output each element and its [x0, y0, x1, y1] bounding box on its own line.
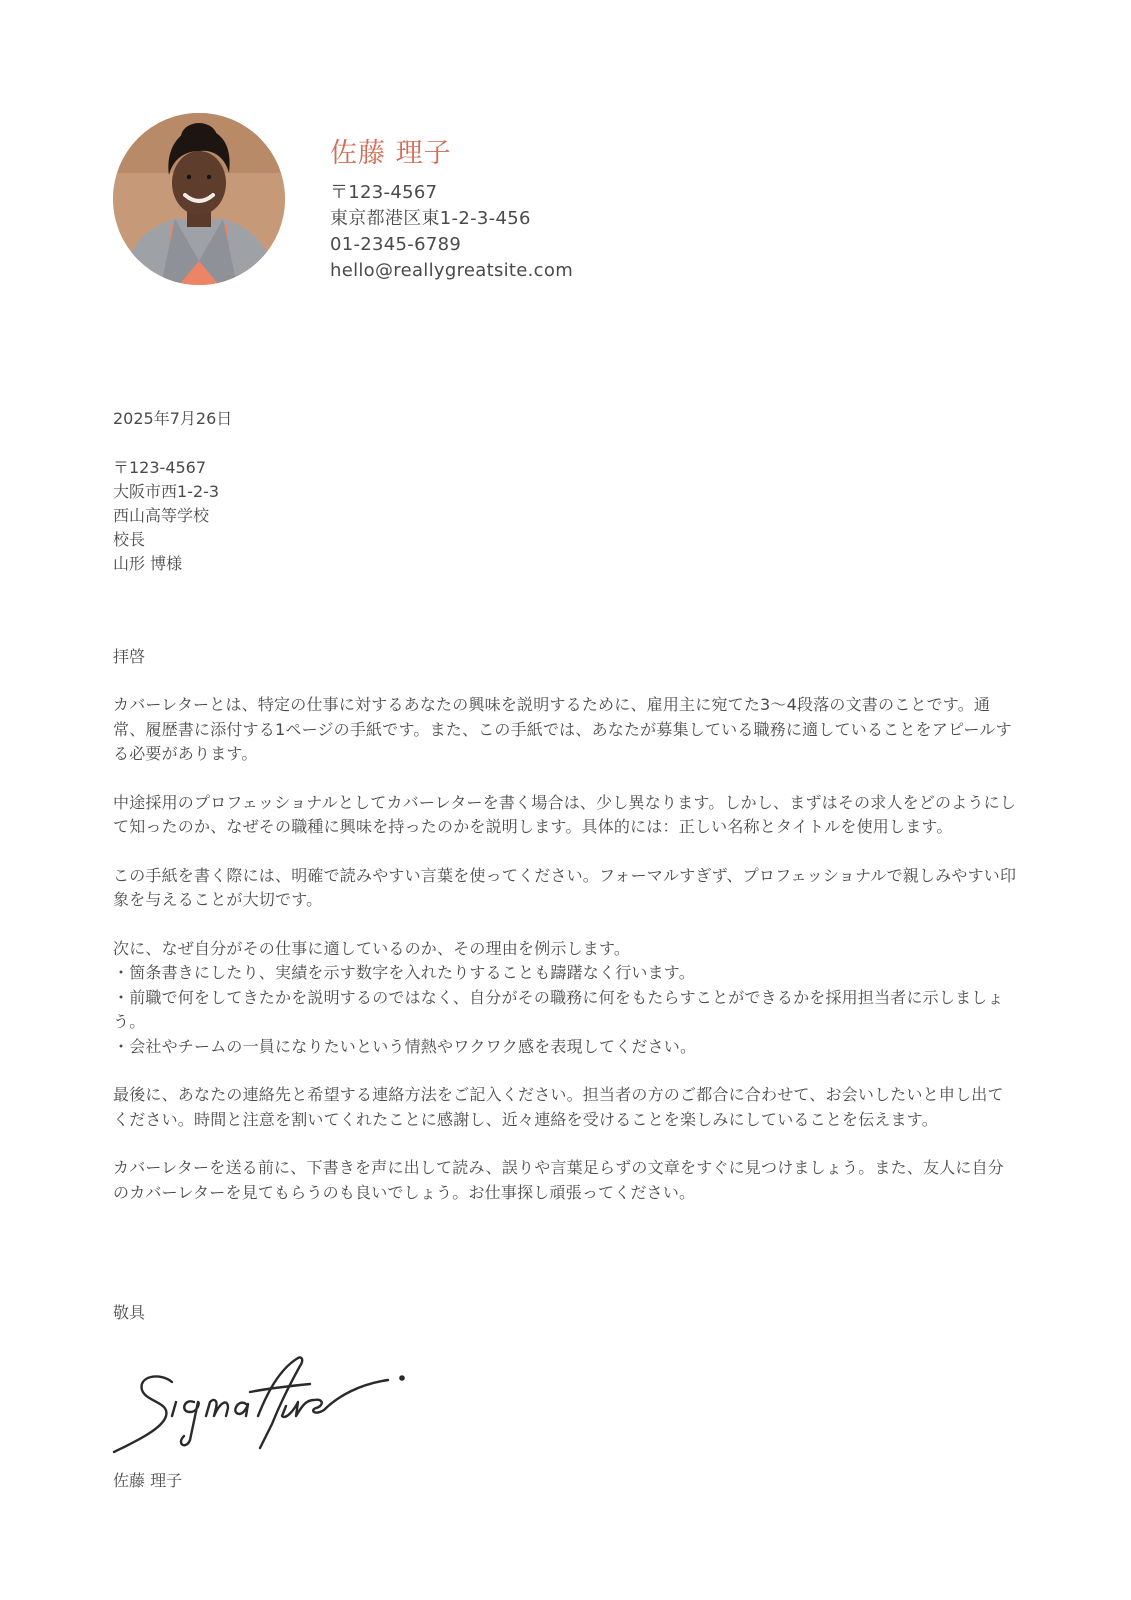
- paragraph-4: [113, 937, 1018, 1060]
- bullet-item: ・箇条書きにしたり、実績を示す数字を入れたりすることも躊躇なく行います。: [113, 963, 695, 982]
- paragraph-2: 中途採用のプロフェッショナルとしてカバーレターを書く場合は、少し異なります。しかし、まずはその求人をどのようにして知ったのか、なぜその職種に興味を持ったのかを説明します。具体的には：正しい名称とタイトルを使用します。: [113, 792, 1017, 836]
- sender-name: 佐藤 理子: [330, 138, 452, 169]
- recipient-name: 山形 博様: [113, 554, 183, 573]
- signer-name: 佐藤 理子: [113, 1471, 183, 1490]
- sender-email: hello@reallygreatsite.com: [330, 260, 574, 282]
- profile-photo: [113, 113, 285, 285]
- recipient-organization: 西山高等学校: [113, 506, 210, 525]
- letter-body: [113, 693, 1018, 1229]
- recipient-postal: 〒123-4567: [113, 458, 207, 477]
- signature-image: [110, 1340, 410, 1460]
- paragraph-3: この手紙を書く際には、明確で読みやすい言葉を使ってください。フォーマルすぎず、プロフェッショナルで親しみやすい印象を与えることが大切です。: [113, 865, 1017, 909]
- sender-address: 東京都港区東1-2-3-456: [330, 208, 531, 230]
- paragraph-1: カバーレターとは、特定の仕事に対するあなたの興味を説明するために、雇用主に宛てた3〜4段落の文書のことです。通常、履歴書に添付する1ページの手紙です。また、この手紙では、あなたが募集している職務に適していることをアピールする必要があります。: [113, 695, 1012, 763]
- paragraph-4-intro: 次に、なぜ自分がその仕事に適しているのか、その理由を例示します。: [113, 938, 631, 958]
- salutation: 拝啓: [113, 647, 146, 666]
- sender-phone: 01-2345-6789: [330, 234, 462, 256]
- letter-date: 2025年7月26日: [113, 409, 233, 428]
- paragraph-5: 最後に、あなたの連絡先と希望する連絡方法をご記入ください。担当者の方のご都合に合わせて、お会いしたいと申し出てください。時間と注意を割いてくれたことに感謝し、近々連絡を受けることを楽しみにしていることを伝えます。: [113, 1085, 1004, 1129]
- bullet-item: ・会社やチームの一員になりたいという情熱やワクワク感を表現してください。: [113, 1036, 697, 1056]
- recipient-title: 校長: [113, 530, 146, 549]
- recipient-block: [113, 456, 219, 576]
- header-contact: [330, 138, 573, 284]
- sender-postal: 〒123-4567: [330, 182, 438, 204]
- closing: 敬具: [113, 1303, 146, 1322]
- recipient-address: 大阪市西1-2-3: [113, 482, 220, 501]
- paragraph-6: カバーレターを送る前に、下書きを声に出して読み、誤りや言葉足らずの文章をすぐに見つけましょう。また、友人に自分のカバーレターを見てもらうのも良いでしょう。お仕事探し頑張ってください。: [113, 1158, 1005, 1202]
- bullet-item: ・前職で何をしてきたかを説明するのではなく、自分がその職務に何をもたらすことができるかを採用担当者に示しましょう。: [113, 987, 1004, 1031]
